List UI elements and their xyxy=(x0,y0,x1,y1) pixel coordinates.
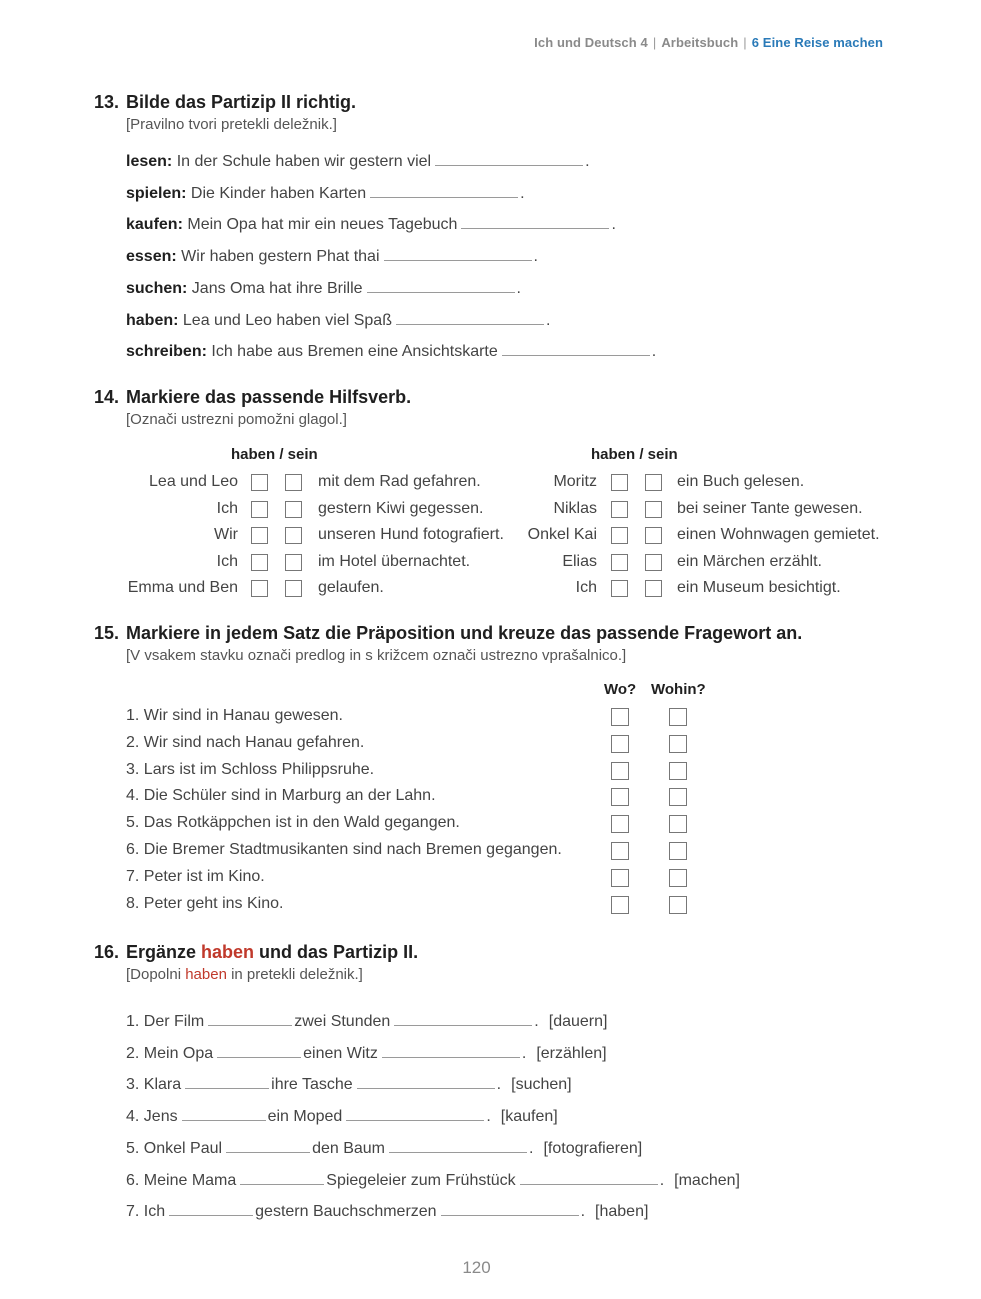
separator: | xyxy=(743,35,747,50)
sentence-start: 1. Der Film xyxy=(126,1013,205,1030)
checkbox-wohin[interactable] xyxy=(669,788,687,806)
task-subtitle: [Označi ustrezni pomožni glagol.] xyxy=(126,411,347,428)
sentence-text: Ich habe aus Bremen eine Ansichtskarte xyxy=(211,343,498,361)
verb-hint: [fotografieren] xyxy=(543,1139,643,1157)
subtitle-post: in pretekli deležnik.] xyxy=(226,966,363,983)
sentence-middle: einen Witz xyxy=(303,1044,378,1062)
sentence-end: . xyxy=(611,216,616,234)
answer-blank-haben[interactable] xyxy=(185,1074,269,1089)
verb-hint: [dauern] xyxy=(548,1013,608,1030)
sentence-start: 5. Onkel Paul xyxy=(126,1139,223,1157)
sentence-rest: ein Märchen erzählt. xyxy=(677,552,822,570)
exercise-line xyxy=(126,1043,607,1063)
chapter-title: 6 Eine Reise machen xyxy=(751,35,883,50)
exercise-line xyxy=(126,1106,558,1126)
task-subtitle: [Pravilno tvori pretekli deležnik.] xyxy=(126,116,337,133)
answer-blank[interactable] xyxy=(502,341,650,356)
answer-blank-haben[interactable] xyxy=(182,1106,266,1121)
checkbox-wohin[interactable] xyxy=(669,896,687,914)
subject-label: Wir xyxy=(214,526,238,544)
task-title: Markiere das passende Hilfsverb. xyxy=(126,387,412,407)
answer-blank-partizip[interactable] xyxy=(520,1170,658,1185)
page-number: 120 xyxy=(462,1258,491,1277)
exercise-line xyxy=(126,1074,572,1094)
verb-label: schreiben: xyxy=(126,343,207,361)
subject-label: Ich xyxy=(575,579,597,597)
sentence-rest: ein Buch gelesen. xyxy=(677,473,805,490)
verb-label: essen: xyxy=(126,248,177,266)
answer-blank-haben[interactable] xyxy=(226,1138,310,1153)
sentence-rest: mit dem Rad gefahren. xyxy=(318,473,481,490)
column-header-haben-sein: haben / sein xyxy=(231,446,318,463)
book-part: Arbeitsbuch xyxy=(661,35,739,50)
verb-hint: [kaufen] xyxy=(500,1108,558,1126)
sentence-middle: gestern Bauchschmerzen xyxy=(255,1203,437,1221)
column-header-haben-sein: haben / sein xyxy=(591,446,678,463)
checkbox-sein[interactable] xyxy=(285,580,302,597)
sentence-text: Die Kinder haben Karten xyxy=(190,184,367,202)
checkbox-sein[interactable] xyxy=(285,501,302,518)
answer-blank-partizip[interactable] xyxy=(441,1201,579,1216)
sentence-text: Wir haben gestern Phat thai xyxy=(181,248,380,266)
sentence-end: . xyxy=(651,343,657,361)
sentence-rest: im Hotel übernachtet. xyxy=(318,552,471,570)
answer-blank[interactable] xyxy=(370,183,518,198)
exercise-line xyxy=(126,1170,740,1190)
sentence-text: In der Schule haben wir gestern viel xyxy=(176,153,432,170)
verb-hint: [suchen] xyxy=(511,1076,572,1094)
answer-blank[interactable] xyxy=(396,310,544,325)
sentence-end: . xyxy=(520,184,525,202)
checkbox-wo[interactable] xyxy=(611,735,629,753)
exercise-line xyxy=(126,310,550,330)
sentence-end: . xyxy=(521,1044,527,1062)
checkbox-haben[interactable] xyxy=(251,501,268,518)
sentence-item: 6. Die Bremer Stadtmusikanten sind nach Bremen gegangen. xyxy=(126,841,562,858)
task-15-heading xyxy=(94,623,802,664)
checkbox-sein[interactable] xyxy=(645,554,662,571)
sentence-start: 7. Ich xyxy=(126,1203,166,1221)
answer-blank-haben[interactable] xyxy=(169,1201,253,1216)
checkbox-wohin[interactable] xyxy=(669,708,687,726)
subject-label: Lea und Leo xyxy=(149,473,238,490)
exercise-line xyxy=(126,278,521,298)
task-number: 16. xyxy=(94,942,120,962)
sentence-end: . xyxy=(533,248,538,266)
separator: | xyxy=(652,35,657,50)
sentence-rest: gelaufen. xyxy=(318,579,384,597)
checkbox-wo[interactable] xyxy=(611,708,629,726)
checkbox-haben[interactable] xyxy=(611,501,628,518)
checkbox-sein[interactable] xyxy=(285,554,302,571)
sentence-item: 2. Wir sind nach Hanau gefahren. xyxy=(126,733,365,751)
sentence-end: . xyxy=(534,1013,539,1030)
subtitle-highlight: haben xyxy=(185,966,227,983)
sentence-text: Lea und Leo haben viel Spaß xyxy=(182,311,392,329)
checkbox-haben[interactable] xyxy=(611,554,628,571)
sentence-start: 2. Mein Opa xyxy=(126,1044,214,1062)
task-16-heading xyxy=(94,942,418,983)
checkbox-wo[interactable] xyxy=(611,762,629,780)
sentence-end: . xyxy=(486,1108,491,1126)
checkbox-sein[interactable] xyxy=(645,580,662,597)
answer-blank-haben[interactable] xyxy=(217,1043,301,1058)
sentence-end: . xyxy=(545,311,551,329)
checkbox-haben[interactable] xyxy=(251,527,268,544)
verb-label: suchen: xyxy=(126,279,188,297)
sentence-start: 3. Klara xyxy=(126,1076,182,1094)
checkbox-haben[interactable] xyxy=(611,474,628,491)
verb-label: kaufen: xyxy=(126,216,183,234)
answer-blank-partizip[interactable] xyxy=(382,1043,520,1058)
subject-label: Onkel Kai xyxy=(527,526,597,544)
sentence-end: . xyxy=(496,1076,502,1094)
sentence-middle: Spiegeleier zum Frühstück xyxy=(326,1171,516,1189)
answer-blank-partizip[interactable] xyxy=(394,1011,532,1026)
checkbox-wohin[interactable] xyxy=(669,869,687,887)
sentence-rest: unseren Hund fotografiert. xyxy=(318,526,504,544)
answer-blank[interactable] xyxy=(384,246,532,261)
subject-label: Ich xyxy=(216,499,238,517)
task-title-post: und das Partizip II. xyxy=(254,942,419,962)
task-subtitle: [V vsakem stavku označi predlog in s križcem označi ustrezno vprašalnico.] xyxy=(126,647,627,664)
task-number: 13. xyxy=(94,92,120,112)
verb-hint: [haben] xyxy=(595,1203,649,1221)
task-number: 14. xyxy=(94,387,120,407)
exercise-line xyxy=(126,214,616,234)
column-header-wo: Wo? xyxy=(604,681,637,698)
checkbox-haben[interactable] xyxy=(251,554,268,571)
column-header-wohin: Wohin? xyxy=(651,681,706,698)
subject-label: Ich xyxy=(216,552,238,570)
sentence-start: 4. Jens xyxy=(126,1108,178,1126)
book-title: Ich und Deutsch 4 xyxy=(534,35,648,50)
sentence-middle: den Baum xyxy=(312,1139,385,1157)
sentence-end: . xyxy=(659,1171,665,1189)
sentence-item: 4. Die Schüler sind in Marburg an der Lahn. xyxy=(126,787,436,805)
checkbox-wo[interactable] xyxy=(611,815,629,833)
subtitle-pre: [Dopolni xyxy=(126,966,186,983)
checkbox-haben[interactable] xyxy=(611,580,628,597)
sentence-text: Jans Oma hat ihre Brille xyxy=(191,279,363,297)
checkbox-sein[interactable] xyxy=(645,527,662,544)
answer-blank[interactable] xyxy=(435,151,583,166)
task-title-pre: Ergänze xyxy=(126,942,202,962)
exercise-line xyxy=(126,1201,648,1221)
exercise-line xyxy=(126,1138,642,1158)
checkbox-sein[interactable] xyxy=(285,474,302,491)
sentence-item: 8. Peter geht ins Kino. xyxy=(126,894,284,912)
sentence-middle: ihre Tasche xyxy=(271,1076,353,1094)
checkbox-wohin[interactable] xyxy=(669,762,687,780)
running-header xyxy=(534,35,883,50)
task-number: 15. xyxy=(94,623,120,643)
verb-label: spielen: xyxy=(126,184,187,202)
answer-blank[interactable] xyxy=(461,214,609,229)
checkbox-wo[interactable] xyxy=(611,788,629,806)
exercise-line xyxy=(126,246,538,266)
checkbox-wohin[interactable] xyxy=(669,735,687,753)
answer-blank-partizip[interactable] xyxy=(389,1138,527,1153)
checkbox-wo[interactable] xyxy=(611,896,629,914)
checkbox-sein[interactable] xyxy=(645,501,662,518)
answer-blank-haben[interactable] xyxy=(208,1011,292,1026)
sentence-item: 1. Wir sind in Hanau gewesen. xyxy=(126,707,343,724)
sentence-end: . xyxy=(585,153,590,170)
checkbox-wo[interactable] xyxy=(611,842,629,860)
checkbox-haben[interactable] xyxy=(251,474,268,491)
checkbox-sein[interactable] xyxy=(285,527,302,544)
task-title-highlight: haben xyxy=(201,942,255,962)
exercise-line xyxy=(126,183,525,203)
sentence-start: 6. Meine Mama xyxy=(126,1171,237,1189)
subject-label: Niklas xyxy=(553,499,597,517)
sentence-middle: ein Moped xyxy=(267,1108,343,1126)
task-13-heading xyxy=(94,92,356,133)
answer-blank-partizip[interactable] xyxy=(346,1106,484,1121)
answer-blank[interactable] xyxy=(367,278,515,293)
verb-hint: [erzählen] xyxy=(536,1044,607,1062)
sentence-end: . xyxy=(529,1139,534,1157)
sentence-end: . xyxy=(580,1203,586,1221)
sentence-item: 3. Lars ist im Schloss Philippsruhe. xyxy=(126,760,375,778)
sentence-item: 5. Das Rotkäppchen ist in den Wald gegangen. xyxy=(126,814,460,832)
verb-label: haben: xyxy=(126,311,179,329)
checkbox-haben[interactable] xyxy=(611,527,628,544)
sentence-middle: zwei Stunden xyxy=(294,1013,391,1030)
task-title: Markiere in jedem Satz die Präposition und kreuze das passende Fragewort an. xyxy=(126,623,803,643)
exercise-line xyxy=(126,1011,607,1031)
exercise-line xyxy=(126,151,590,171)
sentence-rest: ein Museum besichtigt. xyxy=(677,579,841,597)
sentence-end: . xyxy=(516,279,521,297)
answer-blank-haben[interactable] xyxy=(240,1170,324,1185)
subject-label: Emma und Ben xyxy=(127,579,238,597)
checkbox-wohin[interactable] xyxy=(669,842,687,860)
exercise-line xyxy=(126,341,656,361)
sentence-rest: einen Wohnwagen gemietet. xyxy=(677,526,880,544)
checkbox-sein[interactable] xyxy=(645,474,662,491)
subject-label: Elias xyxy=(562,552,597,570)
sentence-text: Mein Opa hat mir ein neues Tagebuch xyxy=(187,216,458,234)
verb-hint: [machen] xyxy=(674,1171,740,1189)
verb-label: lesen: xyxy=(126,153,173,170)
task-title: Bilde das Partizip II richtig. xyxy=(126,92,357,112)
checkbox-wohin[interactable] xyxy=(669,815,687,833)
task-14-heading xyxy=(94,387,411,428)
answer-blank-partizip[interactable] xyxy=(357,1074,495,1089)
checkbox-wo[interactable] xyxy=(611,869,629,887)
subject-label: Moritz xyxy=(553,473,597,490)
checkbox-haben[interactable] xyxy=(251,580,268,597)
sentence-rest: gestern Kiwi gegessen. xyxy=(318,499,484,517)
sentence-item: 7. Peter ist im Kino. xyxy=(126,867,265,885)
sentence-rest: bei seiner Tante gewesen. xyxy=(677,499,863,517)
